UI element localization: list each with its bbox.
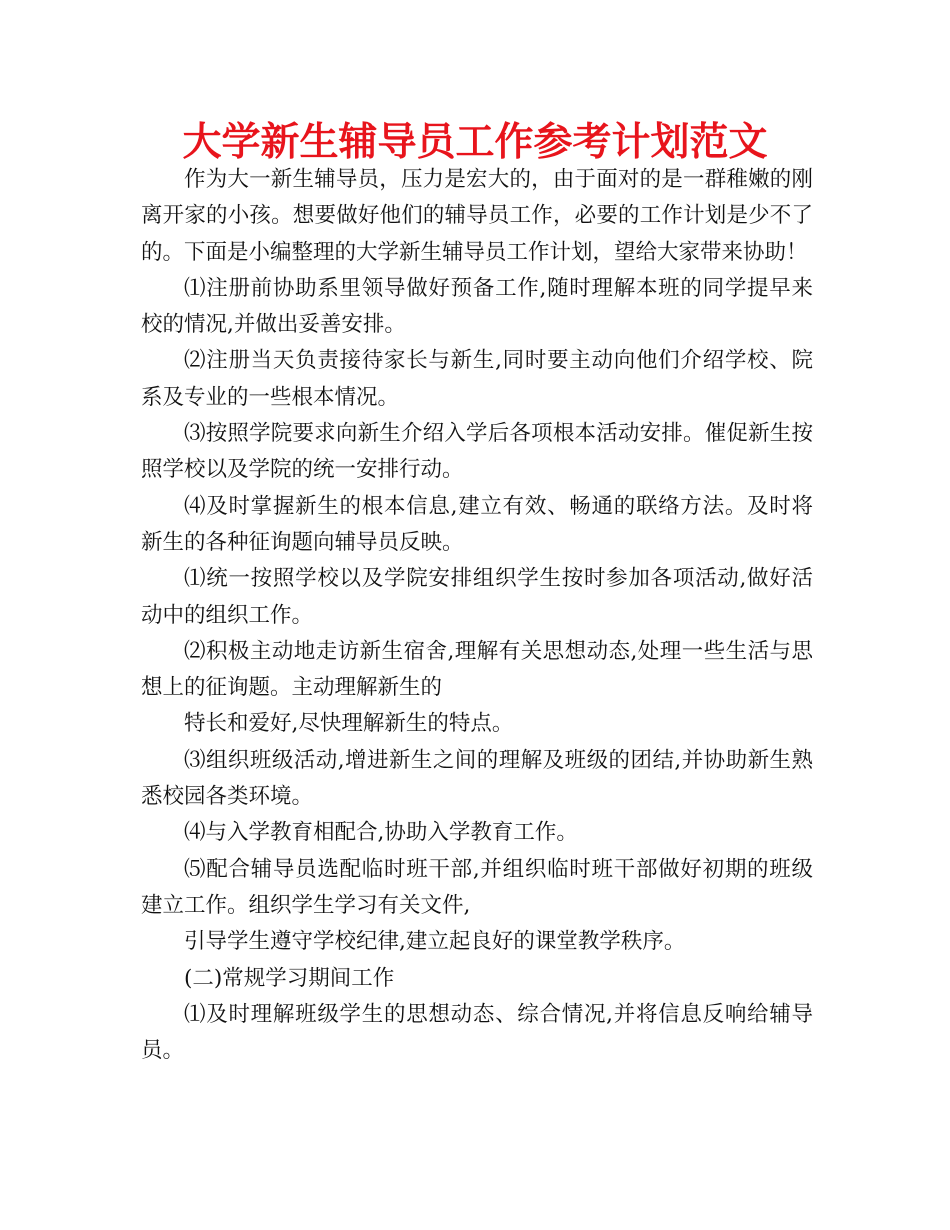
paragraph-item: ⑵注册当天负责接待家长与新生,同时要主动向他们介绍学校、院系及专业的一些根本情况。 bbox=[141, 348, 813, 410]
paragraph-item: ⑴统一按照学校以及学院安排组织学生按时参加各项活动,做好活动中的组织工作。 bbox=[141, 566, 813, 628]
paragraph-item: ⑸配合辅导员选配临时班干部,并组织临时班干部做好初期的班级建立工作。组织学生学习有关文件, bbox=[141, 856, 813, 918]
paragraph-item: ⑷与入学教育相配合,协助入学教育工作。 bbox=[184, 820, 578, 846]
paragraph-continuation: 特长和爱好,尽快理解新生的特点。 bbox=[184, 711, 514, 737]
paragraph-item: ⑶按照学院要求向新生介绍入学后各项根本活动安排。催促新生按照学校以及学院的统一安排行动。 bbox=[141, 421, 813, 483]
paragraph-item: ⑶组织班级活动,增进新生之间的理解及班级的团结,并协助新生熟悉校园各类环境。 bbox=[141, 747, 813, 810]
document-body bbox=[141, 162, 813, 1069]
paragraph-item: ⑴注册前协助系里领导做好预备工作,随时理解本班的同学提早来校的情况,并做出妥善安排。 bbox=[141, 275, 813, 338]
paragraph-continuation: 引导学生遵守学校纪律,建立起良好的课堂教学秩序。 bbox=[184, 929, 686, 955]
intro-paragraph: 作为大一新生辅导员，压力是宏大的，由于面对的是一群稚嫩的刚离开家的小孩。想要做好他们的辅导员工作，必要的工作计划是少不了的。下面是小编整理的大学新生辅导员工作计划，望给大家带来协助！ bbox=[141, 167, 813, 265]
document-title: 大学新生辅导员工作参考计划范文 bbox=[182, 120, 768, 165]
section-heading: (二)常规学习期间工作 bbox=[184, 965, 395, 991]
paragraph-item: ⑷及时掌握新生的根本信息,建立有效、畅通的联络方法。及时将新生的各种征询题向辅导员反映。 bbox=[141, 493, 813, 555]
paragraph-item: ⑴及时理解班级学生的思想动态、综合情况,并将信息反响给辅导员。 bbox=[141, 1001, 813, 1064]
paragraph-item: ⑵积极主动地走访新生宿舍,理解有关思想动态,处理一些生活与思想上的征询题。主动理解新生的 bbox=[141, 638, 813, 701]
